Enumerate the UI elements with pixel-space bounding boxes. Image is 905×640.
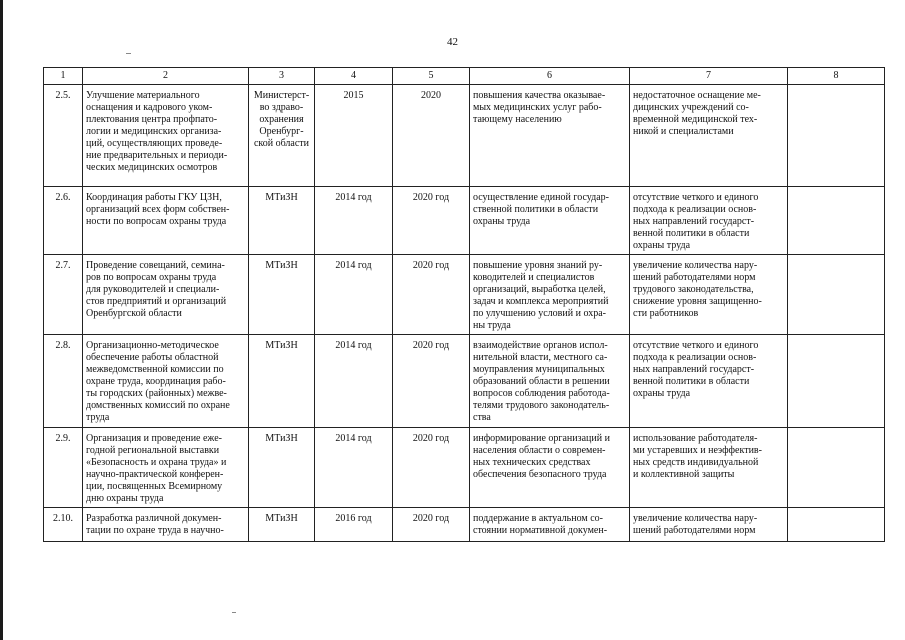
activity-description: Проведение совещаний, семина- ров по вопросам охраны труда для руководителей и специали- стов предприятий и организаций Оренбургской области xyxy=(83,255,249,335)
column-number: 6 xyxy=(470,68,630,85)
column-number: 7 xyxy=(630,68,788,85)
activity-description: Организация и проведение еже- годной региональной выставки «Безопасность и охрана труда» и научно-практической конферен- ции, посвященных Всемирному дню охраны труда xyxy=(83,428,249,508)
table-row xyxy=(44,85,885,187)
responsible-executor: МТиЗН xyxy=(249,187,315,255)
program-activities-table xyxy=(43,67,885,542)
related-indicators xyxy=(788,335,885,428)
scan-left-edge xyxy=(0,0,3,640)
activity-description: Разработка различной докумен- тации по охране труда в научно- xyxy=(83,508,249,542)
column-number: 3 xyxy=(249,68,315,85)
expected-result: поддержание в актуальном со- стоянии нормативной докумен- xyxy=(470,508,630,542)
start-year: 2016 год xyxy=(315,508,393,542)
column-number: 8 xyxy=(788,68,885,85)
end-year: 2020 год xyxy=(393,187,470,255)
responsible-executor: Министерст- во здраво- охранения Оренбург- ской области xyxy=(249,85,315,187)
table-row xyxy=(44,187,885,255)
item-number: 2.7. xyxy=(44,255,83,335)
related-indicators xyxy=(788,187,885,255)
column-number-row xyxy=(44,68,885,85)
column-number: 5 xyxy=(393,68,470,85)
table-row xyxy=(44,335,885,428)
expected-result: осуществление единой государ- ственной политики в области охраны труда xyxy=(470,187,630,255)
column-number: 1 xyxy=(44,68,83,85)
non-implementation-consequence: использование работодателя- ми устаревших и неэффектив- ных средств индивидуальной и коллективной защиты xyxy=(630,428,788,508)
table-row xyxy=(44,508,885,542)
non-implementation-consequence: недостаточное оснащение ме- дицинских учреждений со- временной медицинской тех- никой и специалистами xyxy=(630,85,788,187)
end-year: 2020 год xyxy=(393,255,470,335)
item-number: 2.9. xyxy=(44,428,83,508)
column-number: 4 xyxy=(315,68,393,85)
non-implementation-consequence: увеличение количества нару- шений работодателями норм xyxy=(630,508,788,542)
activity-description: Организационно-методическое обеспечение работы областной межведомственной комиссии по охране труда, координация рабо- ты городских (районных) межве- домственных комиссий по охране труда xyxy=(83,335,249,428)
item-number: 2.10. xyxy=(44,508,83,542)
non-implementation-consequence: отсутствие четкого и единого подхода к реализации основ- ных направлений государст- венной политики в области охраны труда xyxy=(630,335,788,428)
start-year: 2014 год xyxy=(315,255,393,335)
related-indicators xyxy=(788,85,885,187)
expected-result: повышение уровня знаний ру- ководителей и специалистов организаций, выработка целей, задач и комплекса мероприятий по улучшению условий и охра- ны труда xyxy=(470,255,630,335)
item-number: 2.8. xyxy=(44,335,83,428)
page-number: 42 xyxy=(447,36,458,48)
related-indicators xyxy=(788,508,885,542)
column-number: 2 xyxy=(83,68,249,85)
item-number: 2.6. xyxy=(44,187,83,255)
expected-result: повышения качества оказывае- мых медицинских услуг рабо- тающему населению xyxy=(470,85,630,187)
table-row xyxy=(44,255,885,335)
start-year: 2014 год xyxy=(315,428,393,508)
non-implementation-consequence: отсутствие четкого и единого подхода к реализации основ- ных направлений государст- венной политики в области охраны труда xyxy=(630,187,788,255)
activity-description: Улучшение материального оснащения и кадрового уком- плектования центра профпато- логии и медицинских организа- ций, осуществляющих проведе- ние предварительных и периоди- ческих медицинских осмотров xyxy=(83,85,249,187)
expected-result: взаимодействие органов испол- нительной власти, местного са- моуправления муниципальных образований области в решении вопросов соблюдения работода- телями трудового законодатель- ства xyxy=(470,335,630,428)
item-number: 2.5. xyxy=(44,85,83,187)
end-year: 2020 год xyxy=(393,508,470,542)
responsible-executor: МТиЗН xyxy=(249,335,315,428)
expected-result: информирование организаций и населения области о современ- ных технических средствах обеспечения безопасного труда xyxy=(470,428,630,508)
related-indicators xyxy=(788,255,885,335)
start-year: 2014 год xyxy=(315,187,393,255)
end-year: 2020 год xyxy=(393,428,470,508)
non-implementation-consequence: увеличение количества нару- шений работодателями норм трудового законодательства, снижение уровня защищенно- сти работников xyxy=(630,255,788,335)
start-year: 2014 год xyxy=(315,335,393,428)
table-row xyxy=(44,428,885,508)
related-indicators xyxy=(788,428,885,508)
scan-speck xyxy=(126,53,131,54)
end-year: 2020 xyxy=(393,85,470,187)
responsible-executor: МТиЗН xyxy=(249,428,315,508)
start-year: 2015 xyxy=(315,85,393,187)
responsible-executor: МТиЗН xyxy=(249,508,315,542)
end-year: 2020 год xyxy=(393,335,470,428)
responsible-executor: МТиЗН xyxy=(249,255,315,335)
activity-description: Координация работы ГКУ ЦЗН, организаций всех форм собствен- ности по вопросам охраны труда xyxy=(83,187,249,255)
scan-speck xyxy=(232,612,236,613)
